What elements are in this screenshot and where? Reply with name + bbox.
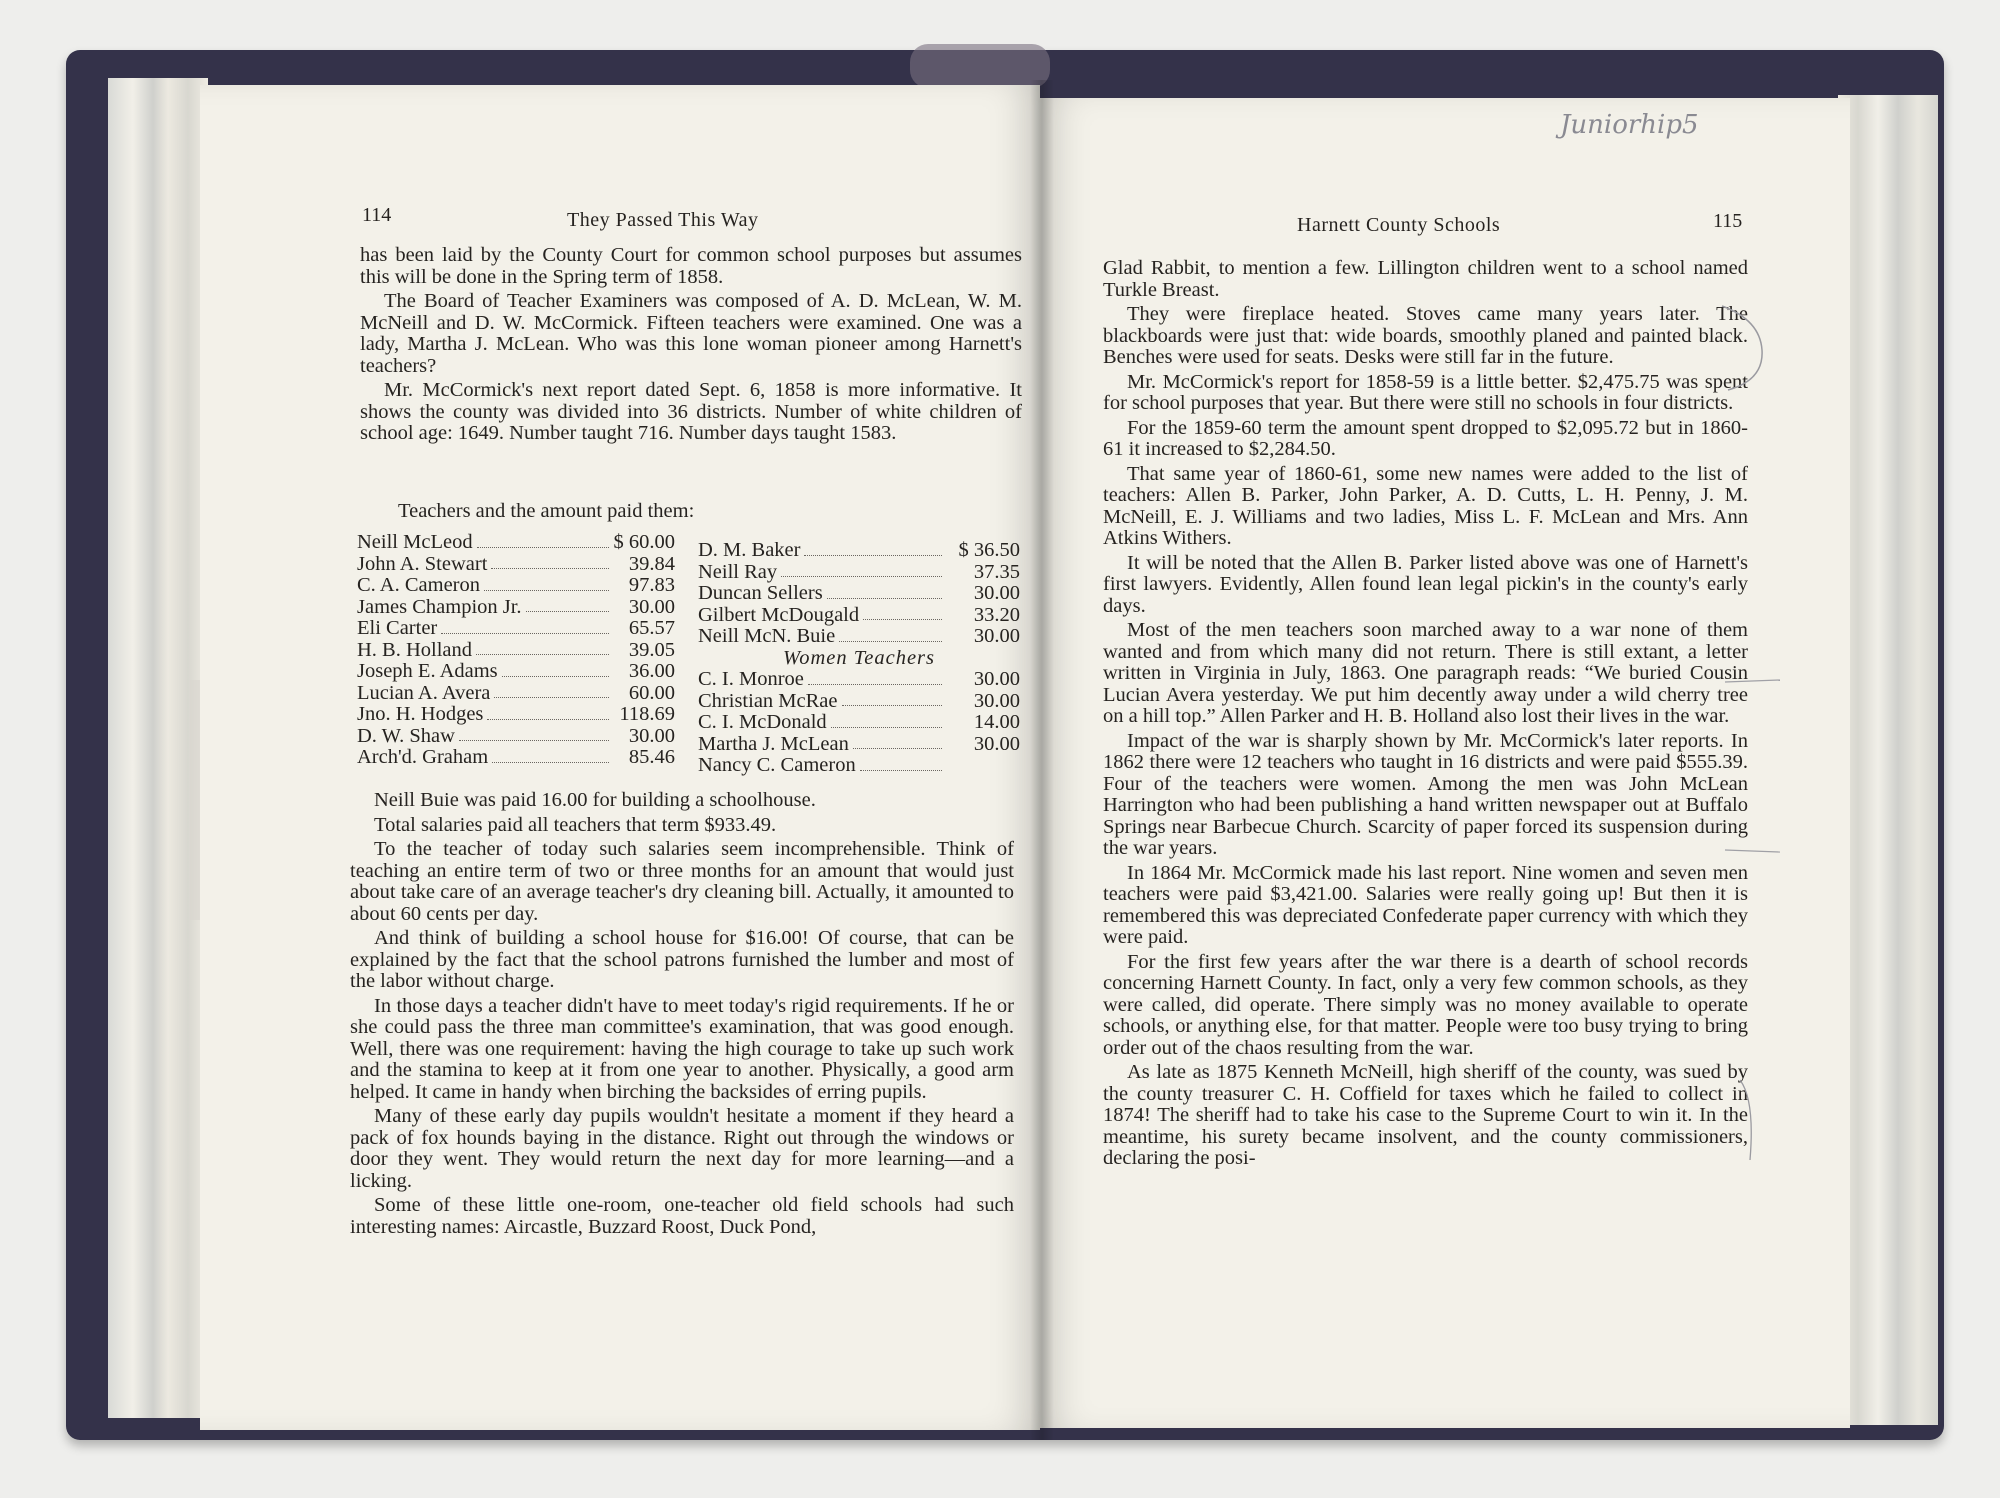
teacher-list-left [357, 532, 675, 769]
table-row: C. I. Monroe 30.00 [698, 668, 1020, 690]
table-row: John A. Stewart 39.84 [357, 552, 675, 575]
paragraph: Mr. McCormick's next report dated Sept. 6, 1858 is more informative. It shows the county was divided into 36 districts. Number of white children of school age: 1649. Number taught 716. Number days taught 1583. [360, 379, 1022, 444]
paragraph: Many of these early day pupils wouldn't hesitate a moment if they heard a pack of fox hounds baying in the distance. Right out through the windows or door they went. They would return the next day for more learning—and a licking. [350, 1105, 1014, 1192]
paragraph: Total salaries paid all teachers that term $933.49. [374, 813, 777, 836]
table-row: Jno. H. Hodges 118.69 [357, 703, 675, 725]
table-row: D. M. Baker $ 36.50 [698, 539, 1020, 561]
right-page-number: 115 [1713, 210, 1743, 232]
right-text [1103, 258, 1748, 1173]
book-spine [910, 44, 1050, 88]
table-row: C. I. McDonald 14.00 [698, 711, 1020, 733]
left-page-number: 114 [362, 204, 392, 226]
table-row: D. W. Shaw 30.00 [357, 724, 675, 747]
table-row: Christian McRae 30.00 [698, 689, 1020, 712]
paragraph: For the 1859-60 term the amount spent dropped to $2,095.72 but in 1860-61 it increased to $2,284.50. [1103, 416, 1748, 460]
table-row: Lucian A. Avera 60.00 [357, 681, 675, 704]
paragraph: For the first few years after the war there is a dearth of school records concerning Harnett County. In fact, only a very few common schools, as they were called, did operate. There simply was no money available to operate schools, or anything else, for that matter. People were too busy trying to bring order out of the chaos resulting from the war. [1103, 950, 1748, 1059]
paragraph: It will be noted that the Allen B. Parker listed above was one of Harnett's first lawyers. Evidently, Allen found lean legal pickin's in the county's early days. [1103, 551, 1748, 617]
paragraph: has been laid by the County Court for common school purposes but assumes this will be done in the Spring term of 1858. [360, 244, 1022, 288]
paragraph: To the teacher of today such salaries seem incomprehensible. Think of teaching an entire term of two or three months for an amount that would just about take care of an average teacher's dry cleaning bill. Actually, it amounted to about 60 cents per day. [350, 838, 1014, 925]
table-row: Gilbert McDougald 33.20 [698, 603, 1020, 626]
paragraph: Impact of the war is sharply shown by Mr. McCormick's later reports. In 1862 there were 12 teachers who taught in 16 districts and were paid $555.39. Four of the teachers were women. Among the men was John McLean Harrington who had been publishing a hand written newspaper out at Buffalo Springs near Barbecue Church. Scarcity of paper forced its suspension during the war years. [1103, 729, 1748, 859]
handwritten-note: Juniorhip5 [1560, 110, 1699, 140]
table-row: Nancy C. Cameron [698, 755, 1020, 777]
paragraph: In 1864 Mr. McCormick made his last report. Nine women and seven men teachers were paid $3,421.00. Salaries were really going up! But then it is remembered this was depreciated Confederate paper currency with which they were paid. [1103, 861, 1748, 948]
table-row: Joseph E. Adams 36.00 [357, 660, 675, 682]
paragraph: Most of the men teachers soon marched away to a war none of them wanted and from which many did not return. There is still extant, a letter written in Virginia in July, 1863. One paragraph reads: “We buried Cousin Lucian Avera yesterday. We put him decently away under a wild cherry tree on a hill top.” Allen Parker and H. B. Holland also lost their lives in the war. [1103, 619, 1748, 727]
left-top-text [360, 245, 1022, 448]
left-bottom-text [350, 790, 1014, 1241]
table-row: James Champion Jr. 30.00 [357, 595, 675, 618]
right-running-head: Harnett County Schools [1297, 214, 1501, 236]
table-row: H. B. Holland 39.05 [357, 638, 675, 661]
paragraph: Glad Rabbit, to mention a few. Lillington children went to a school named Turkle Breast. [1103, 257, 1748, 301]
paragraph: Neill Buie was paid 16.00 for building a schoolhouse. [374, 789, 816, 811]
table-row: C. A. Cameron 97.83 [357, 574, 675, 596]
left-running-head: They Passed This Way [567, 209, 759, 231]
table-row: Neill McLeod $ 60.00 [357, 531, 675, 553]
margin-pencil-marks [1720, 300, 1780, 1200]
paragraph: And think of building a school house for $16.00! Of course, that can be explained by the fact that the school patrons furnished the lumber and most of the labor without charge. [350, 927, 1014, 992]
book-gutter [1030, 80, 1054, 1440]
paragraph: They were fireplace heated. Stoves came many years later. The blackboards were just that: wide boards, smoothly planed and painted black. Benches were used for seats. Desks were still far in the future. [1103, 303, 1748, 368]
table-intro: Teachers and the amount paid them: [398, 500, 695, 522]
paragraph: Some of these little one-room, one-teacher old field schools had such interesting names: Aircastle, Buzzard Roost, Duck Pond, [350, 1194, 1014, 1238]
women-teachers-heading: Women Teachers [783, 646, 935, 669]
paragraph: That same year of 1860-61, some new names were added to the list of teachers: Allen B. Parker, John Parker, A. D. Cutts, L. H. Penny, J. M. McNeill, E. J. Williams and two ladies, Miss L. F. McLean and Mrs. Ann Atkins Withers. [1103, 462, 1748, 549]
paragraph: As late as 1875 Kenneth McNeill, high sheriff of the county, was sued by the county treasurer C. H. Coffield for taxes which he failed to collect in 1874! The sheriff had to take his case to the Supreme Court to win it. In the meantime, his surety became insolvent, and the county commissioners, declaring the posi- [1103, 1061, 1748, 1169]
teacher-list-right [698, 540, 1020, 777]
right-page-edges [1838, 95, 1938, 1425]
table-row: Neill Ray 37.35 [698, 560, 1020, 583]
table-row: Neill McN. Buie 30.00 [698, 625, 1020, 647]
library-stamp-mark [182, 680, 212, 920]
paragraph: The Board of Teacher Examiners was composed of A. D. McLean, W. M. McNeill and D. W. McCormick. Fifteen teachers were examined. One was a lady, Martha J. McLean. Who was this lone woman pioneer among Harnett's teachers? [360, 290, 1022, 377]
table-row: Duncan Sellers 30.00 [698, 582, 1020, 604]
table-row: Eli Carter 65.57 [357, 617, 675, 639]
paragraph: Mr. McCormick's report for 1858-59 is a little better. $2,475.75 was spent for school purposes that year. But there were still no schools in four districts. [1103, 370, 1748, 414]
paragraph: In those days a teacher didn't have to meet today's rigid requirements. If he or she could pass the three man committee's examination, that was good enough. Well, there was one requirement: having the high courage to take up such work and the stamina to keep at it from one year to another. Physically, a good arm helped. It came in handy when birching the backsides of erring pupils. [350, 994, 1014, 1103]
table-row: Martha J. McLean 30.00 [698, 732, 1020, 755]
table-row: Arch'd. Graham 85.46 [357, 746, 675, 768]
